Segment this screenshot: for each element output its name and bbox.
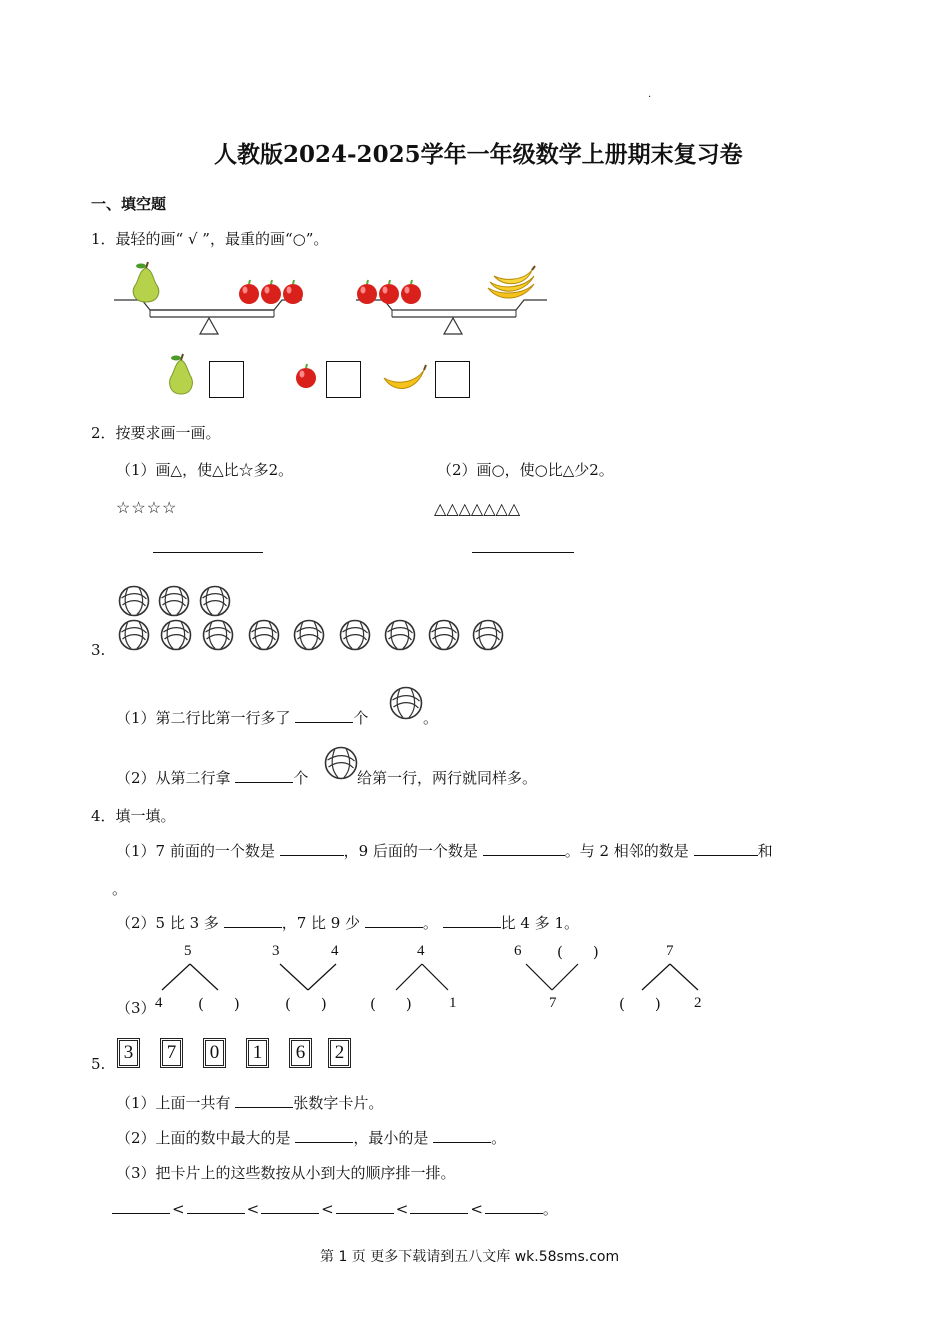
- q3-p1-unit: 个: [353, 709, 369, 727]
- number-card: 3: [119, 1040, 138, 1066]
- number-card: 0: [205, 1040, 224, 1066]
- apples-icon: [238, 280, 306, 306]
- q5-p2-a: （2）上面的数中最大的是: [116, 1129, 296, 1147]
- answer-box-apple[interactable]: [326, 361, 361, 398]
- question-5-part-1: [116, 1092, 383, 1113]
- answer-blank[interactable]: [235, 768, 293, 783]
- tree-5-right: 2: [694, 995, 702, 1011]
- tree-4-top-right[interactable]: ( ): [557, 943, 599, 961]
- q4-p1-c: 。与 2 相邻的数是: [564, 842, 694, 860]
- question-2-part-2: （2）画○，使○比△少2。: [437, 461, 614, 479]
- q4-p2-c: 。: [422, 914, 443, 932]
- volleyball-icon: [248, 619, 280, 651]
- q3-p2-prefix: （2）从第二行拿: [116, 769, 236, 787]
- tree-3-top: 4: [417, 943, 425, 959]
- volleyball-icon: [389, 686, 423, 720]
- number-card: 7: [162, 1040, 181, 1066]
- page-title: 人教版2024-2025学年一年级数学上册期末复习卷: [214, 141, 743, 168]
- volleyball-icon: [158, 585, 190, 617]
- question-3-part-1-end: 。: [423, 709, 439, 727]
- volleyball-icon: [118, 619, 150, 651]
- question-3-part-2: [116, 767, 308, 788]
- q4-p1-b: ，9 后面的一个数是: [343, 842, 483, 860]
- tree-2-bottom[interactable]: ( ): [285, 995, 327, 1013]
- q3-p2-unit: 个: [293, 769, 309, 787]
- answer-line-circles[interactable]: [472, 552, 574, 553]
- question-1-text: 1．最轻的画“ √ ”，最重的画“○”。: [91, 230, 329, 248]
- less-than: <: [321, 1200, 334, 1218]
- q5-p1-b: 张数字卡片。: [293, 1094, 384, 1112]
- banana-icon: [382, 364, 426, 394]
- answer-blank[interactable]: [433, 1128, 491, 1143]
- answer-blank[interactable]: [483, 841, 565, 856]
- tree-4-bottom: 7: [549, 995, 557, 1011]
- answer-blank[interactable]: [485, 1199, 543, 1214]
- question-4-part-3-label: （3）: [116, 999, 156, 1017]
- ordering-row: [112, 1198, 558, 1219]
- less-than: <: [395, 1200, 409, 1218]
- answer-blank[interactable]: [187, 1199, 245, 1214]
- question-3-part-2-end: 给第一行，两行就同样多。: [357, 769, 538, 787]
- answer-blank[interactable]: [365, 913, 423, 928]
- tree-3-left[interactable]: ( ): [370, 995, 412, 1013]
- volleyball-icon: [118, 585, 150, 617]
- question-3-number: 3.: [91, 641, 106, 659]
- tree-2-top-left: 3: [272, 943, 280, 959]
- less-than: <: [470, 1200, 483, 1218]
- answer-blank[interactable]: [295, 708, 353, 723]
- question-4-part-1: [116, 840, 773, 861]
- less-than: <: [172, 1200, 185, 1218]
- tree-4-top-left: 6: [514, 943, 522, 959]
- q4-p2-a: （2）5 比 3 多: [116, 914, 224, 932]
- volleyball-icon: [202, 619, 234, 651]
- answer-box-banana[interactable]: [435, 361, 470, 398]
- answer-blank[interactable]: [261, 1199, 319, 1214]
- tree-1-top: 5: [184, 943, 192, 959]
- volleyball-icon: [199, 585, 231, 617]
- question-2-part-1: （1）画△，使△比☆多2。: [116, 461, 294, 479]
- q4-p1-d: 和: [757, 842, 773, 860]
- q3-p1-prefix: （1）第二行比第一行多了: [116, 709, 296, 727]
- stars-row: ☆☆☆☆: [116, 498, 178, 517]
- question-5-part-2: [116, 1127, 506, 1148]
- answer-box-pear[interactable]: [209, 361, 244, 398]
- answer-blank[interactable]: [235, 1093, 293, 1108]
- question-4-text: 4．填一填。: [91, 807, 176, 825]
- answer-line-triangles[interactable]: [153, 552, 263, 553]
- apple-icon: [294, 364, 318, 390]
- volleyball-icon: [472, 619, 504, 651]
- volleyball-icon: [384, 619, 416, 651]
- pear-icon: [126, 262, 166, 304]
- volleyball-icon: [428, 619, 460, 651]
- q4-p2-b: ，7 比 9 少: [281, 914, 365, 932]
- q5-p1-a: （1）上面一共有: [116, 1094, 236, 1112]
- page-footer: 第 1 页 更多下载请到五八文库 wk.58sms.com: [320, 1249, 620, 1265]
- pear-icon: [164, 354, 198, 396]
- tree-1-right[interactable]: ( ): [198, 995, 240, 1013]
- q4-p1-a: （1）7 前面的一个数是: [116, 842, 280, 860]
- q4-p2-d: 比 4 多 1。: [500, 914, 580, 932]
- triangles-row: △△△△△△△: [434, 499, 521, 518]
- volleyball-icon: [339, 619, 371, 651]
- apples-icon: [356, 280, 424, 306]
- tree-2-top-right: 4: [331, 943, 339, 959]
- tree-1-left: 4: [155, 995, 163, 1011]
- question-5-part-3: （3）把卡片上的这些数按从小到大的顺序排一排。: [116, 1164, 456, 1182]
- answer-blank[interactable]: [112, 1199, 170, 1214]
- answer-blank[interactable]: [694, 841, 758, 856]
- section-heading: 一、填空题: [91, 195, 167, 213]
- number-card: 1: [248, 1040, 267, 1066]
- answer-blank[interactable]: [295, 1128, 353, 1143]
- tree-5-left[interactable]: ( ): [619, 995, 661, 1013]
- volleyball-icon: [160, 619, 192, 651]
- question-3-part-1: [116, 707, 368, 728]
- volleyball-icon: [324, 746, 358, 780]
- q4-p1-e: 。: [112, 880, 128, 898]
- answer-blank[interactable]: [280, 841, 344, 856]
- answer-blank[interactable]: [224, 913, 282, 928]
- answer-blank[interactable]: [410, 1199, 468, 1214]
- header-dot: ·: [648, 92, 652, 103]
- tree-3-right: 1: [449, 995, 457, 1011]
- q5-p2-c: 。: [491, 1129, 507, 1147]
- period: 。: [542, 1200, 558, 1218]
- q5-p2-b: ，最小的是: [353, 1129, 434, 1147]
- bananas-icon: [484, 266, 538, 304]
- question-5-number: 5.: [91, 1055, 106, 1073]
- question-2-text: 2．按要求画一画。: [91, 424, 221, 442]
- tree-5-top: 7: [666, 943, 674, 959]
- answer-blank[interactable]: [443, 913, 501, 928]
- volleyball-icon: [293, 619, 325, 651]
- number-card: 6: [291, 1040, 310, 1066]
- answer-blank[interactable]: [336, 1199, 394, 1214]
- less-than: <: [246, 1200, 260, 1218]
- question-4-part-2: [116, 912, 579, 933]
- number-card: 2: [330, 1040, 349, 1066]
